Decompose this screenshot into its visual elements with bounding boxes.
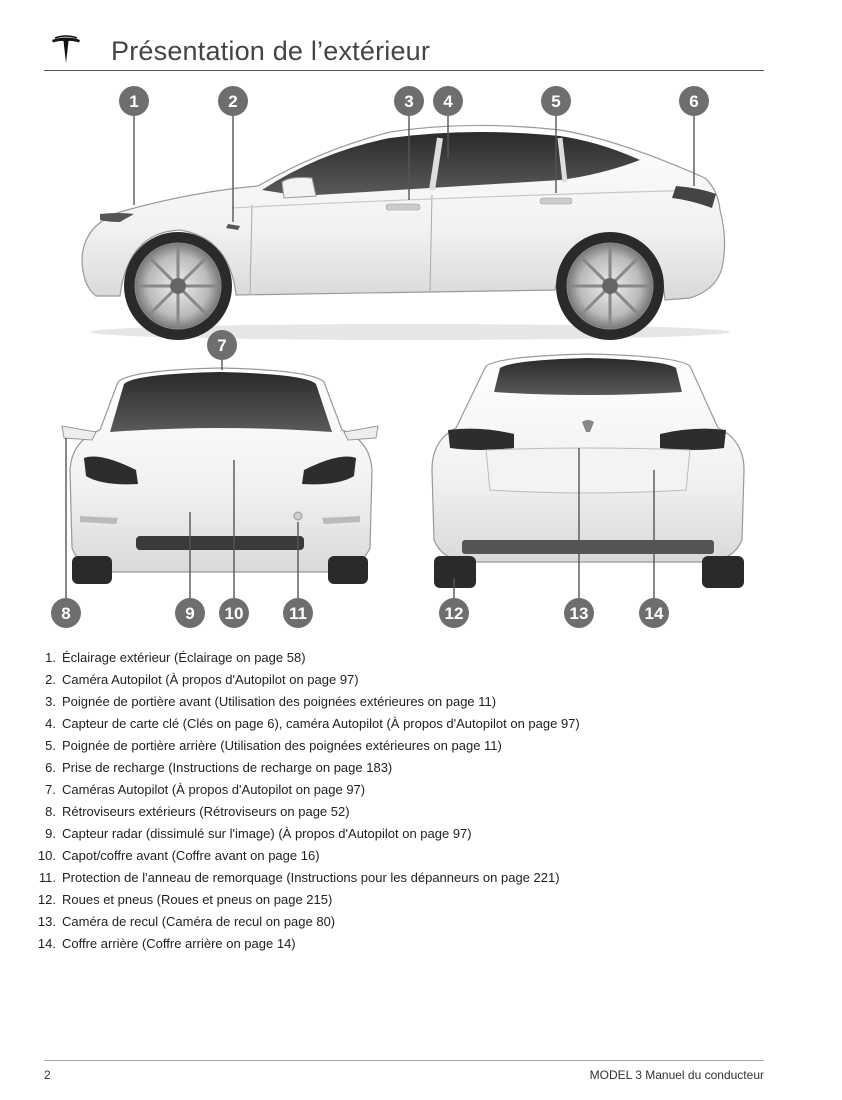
list-item: 5. Poignée de portière arrière (Utilisation des poignées extérieures on page 11) <box>45 738 502 753</box>
svg-text:9: 9 <box>185 604 195 623</box>
callout-10 <box>219 598 249 628</box>
svg-text:7: 7 <box>217 336 227 355</box>
legend-text[interactable]: Poignée de portière avant (Utilisation des poignées extérieures on page 11) <box>62 694 497 709</box>
list-item: 14. Coffre arrière (Coffre arrière on page 14) <box>37 936 296 951</box>
legend-text[interactable]: Prise de recharge (Instructions de recharge on page 183) <box>62 760 393 775</box>
svg-text:11: 11 <box>289 604 307 623</box>
legend-text[interactable]: Caméra Autopilot (À propos d'Autopilot on page 97) <box>62 672 359 687</box>
legend-text[interactable]: Roues et pneus (Roues et pneus on page 215) <box>62 892 333 907</box>
svg-text:1: 1 <box>129 92 139 111</box>
list-item: 13. Caméra de recul (Caméra de recul on page 80) <box>37 914 336 929</box>
list-item: 10. Capot/coffre avant (Coffre avant on page 16) <box>37 848 320 863</box>
callout-13 <box>564 598 594 628</box>
list-item: 2. Caméra Autopilot (À propos d'Autopilot on page 97) <box>45 672 359 687</box>
callout-1 <box>119 86 149 116</box>
svg-text:13: 13 <box>569 604 589 623</box>
list-item: 6. Prise de recharge (Instructions de recharge on page 183) <box>45 760 393 775</box>
page-title: Présentation de l’extérieur <box>111 36 431 66</box>
legend-text[interactable]: Rétroviseurs extérieurs (Rétroviseurs on page 52) <box>62 804 350 819</box>
list-item: 4. Capteur de carte clé (Clés on page 6), caméra Autopilot (À propos d'Autopilot on page 97) <box>45 716 580 731</box>
footer-divider <box>44 1060 764 1061</box>
svg-text:6: 6 <box>689 92 699 111</box>
list-item: 1. Éclairage extérieur (Éclairage on page 58) <box>45 650 306 665</box>
svg-text:2: 2 <box>228 92 238 111</box>
callout-9 <box>175 598 205 628</box>
manual-title: MODEL 3 Manuel du conducteur <box>589 1068 764 1082</box>
legend-text[interactable]: Caméra de recul (Caméra de recul on page 80) <box>62 914 336 929</box>
callout-11 <box>283 598 313 628</box>
legend-text[interactable]: Capteur radar (dissimulé sur l'image) (À propos d'Autopilot on page 97) <box>62 826 472 841</box>
legend-text[interactable]: Capteur de carte clé (Clés on page 6), caméra Autopilot (À propos d'Autopilot on page 97) <box>62 716 580 731</box>
list-item: 8. Rétroviseurs extérieurs (Rétroviseurs on page 52) <box>45 804 350 819</box>
callout-3 <box>394 86 424 116</box>
list-item: 9. Capteur radar (dissimulé sur l'image) (À propos d'Autopilot on page 97) <box>45 826 472 841</box>
legend-text[interactable]: Capot/coffre avant (Coffre avant on page 16) <box>62 848 320 863</box>
svg-text:3: 3 <box>404 92 414 111</box>
svg-text:14: 14 <box>644 604 664 623</box>
legend-text[interactable]: Poignée de portière arrière (Utilisation des poignées extérieures on page 11) <box>62 738 502 753</box>
callout-7 <box>207 330 237 360</box>
callout-4 <box>433 86 463 116</box>
svg-text:4: 4 <box>443 92 453 111</box>
callout-2 <box>218 86 248 116</box>
svg-text:8: 8 <box>61 604 71 623</box>
page-number: 2 <box>44 1068 51 1082</box>
legend-text[interactable]: Coffre arrière (Coffre arrière on page 14) <box>62 936 296 951</box>
list-item: 3. Poignée de portière avant (Utilisation des poignées extérieures on page 11) <box>45 694 497 709</box>
legend-text[interactable]: Protection de l'anneau de remorquage (Instructions pour les dépanneurs on page 221) <box>62 870 560 885</box>
front-view-car <box>62 368 378 584</box>
callout-8 <box>51 598 81 628</box>
side-view-car <box>82 125 730 340</box>
svg-text:10: 10 <box>224 604 244 623</box>
legend-text[interactable]: Caméras Autopilot (À propos d'Autopilot on page 97) <box>62 782 366 797</box>
rear-view-car <box>432 354 744 588</box>
legend-text[interactable]: Éclairage extérieur (Éclairage on page 58) <box>62 650 306 665</box>
callout-14 <box>639 598 669 628</box>
callout-12 <box>439 598 469 628</box>
callout-6 <box>679 86 709 116</box>
list-item: 12. Roues et pneus (Roues et pneus on page 215) <box>37 892 333 907</box>
svg-text:5: 5 <box>551 92 561 111</box>
svg-text:12: 12 <box>444 604 464 623</box>
callout-5 <box>541 86 571 116</box>
list-item: 7. Caméras Autopilot (À propos d'Autopilot on page 97) <box>45 782 366 797</box>
legend-list <box>36 647 796 955</box>
list-item: 11. Protection de l'anneau de remorquage (Instructions pour les dépanneurs on page 221) <box>38 870 560 885</box>
